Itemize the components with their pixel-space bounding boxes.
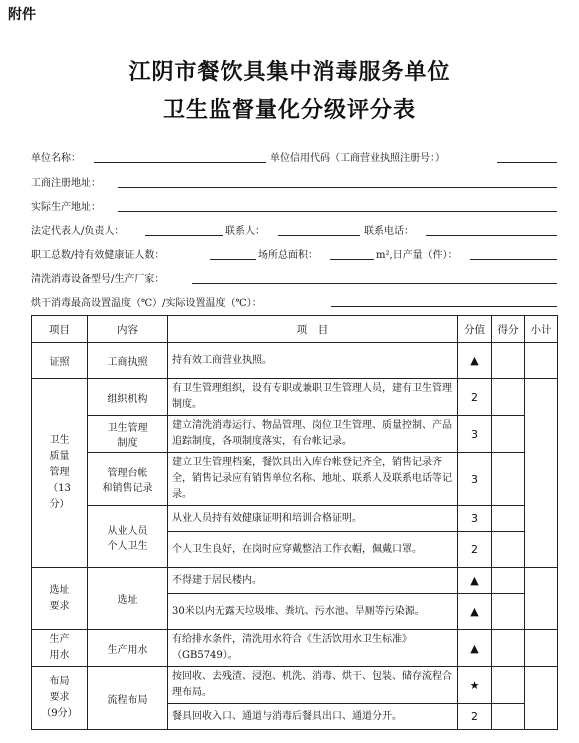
score-value: 2 [458,532,492,568]
item-text: 30米以内无露天垃圾堆、粪坑、污水池、旱厕等污染源。 [168,594,458,630]
item-text: 建立卫生管理档案，餐饮具出入库台帐登记齐全，销售记录齐全，销售记录应有销售单位名称、地址、联系人及联系电话等记录。 [168,453,458,506]
item-text: 有给排水条件，清洗用水符合《生活饮用水卫生标准》（GB5749）。 [168,630,458,667]
daily-output-field[interactable] [470,259,557,260]
score-value: ▲ [458,630,492,667]
table-row [32,416,558,453]
score-earned-cell[interactable] [492,630,525,667]
header-subtotal: 小计 [525,316,558,343]
content-process-layout: 流程布局 [88,667,168,730]
area-field[interactable] [330,259,374,260]
content-ledger: 管理台帐 和销售记录 [88,453,168,506]
category-license: 证照 [32,343,88,379]
actual-address-label: 实际生产地址： [31,202,101,213]
item-text: 有卫生管理组织，设有专职或兼职卫生管理人员，建有卫生管理制度。 [168,379,458,416]
score-earned-cell[interactable] [492,453,525,506]
score-value: ▲ [458,343,492,379]
item-text: 个人卫生良好，在岗时应穿戴整洁工作衣帽，佩戴口罩。 [168,532,458,568]
table-row [32,453,558,506]
category-water: 生产 用水 [32,630,88,667]
equipment-model-field[interactable] [192,283,557,284]
unit-name-label: 单位名称： [31,153,81,164]
document-title: 江阴市餐饮具集中消毒服务单位 [128,60,451,85]
temperature-field[interactable] [331,306,557,307]
item-text: 持有效工商营业执照。 [168,343,458,379]
scoring-table [31,315,558,730]
content-staff-hygiene: 从业人员 个人卫生 [88,506,168,568]
actual-address-field[interactable] [118,211,557,212]
content-organization: 组织机构 [88,379,168,416]
credit-code-field[interactable] [497,162,557,163]
table-row [32,379,558,416]
staff-count-field[interactable] [210,259,256,260]
score-value: 3 [458,416,492,453]
score-earned-cell[interactable] [492,568,525,594]
subtotal-cell[interactable] [525,379,558,568]
score-value: ★ [458,667,492,704]
score-earned-cell[interactable] [492,704,525,730]
item-text: 餐具回收入口、通道与消毒后餐具出口、通道分开。 [168,704,458,730]
table-header-row [32,316,558,343]
registered-address-label: 工商注册地址： [31,178,101,189]
table-row [32,667,558,704]
score-earned-cell[interactable] [492,343,525,379]
subtotal-cell[interactable] [525,568,558,630]
content-production-water: 生产用水 [88,630,168,667]
header-content: 内容 [88,316,168,343]
category-layout: 布局 要求 （9分） [32,667,88,730]
area-unit-label: m²,日产量（件）： [376,250,458,261]
score-value: 2 [458,379,492,416]
legal-rep-label: 法定代表人/负责人： [31,226,125,237]
legal-rep-field[interactable] [145,235,223,236]
score-earned-cell[interactable] [492,594,525,630]
item-text: 不得建于居民楼内。 [168,568,458,594]
score-value: 2 [458,704,492,730]
score-earned-cell[interactable] [492,667,525,704]
subtotal-cell[interactable] [525,343,558,379]
temperature-label: 烘干消毒最高设置温度（℃）/实际设置温度（℃）： [31,298,262,309]
header-score-earned: 得分 [492,316,525,343]
contact-field[interactable] [278,235,360,236]
document-subtitle: 卫生监督量化分级评分表 [162,98,416,123]
attachment-label: 附件 [8,7,36,23]
registered-address-field[interactable] [118,187,557,188]
table-row [32,568,558,594]
phone-label: 联系电话： [364,226,414,237]
item-text: 从业人员持有效健康证明和培训合格证明。 [168,506,458,532]
table-row [32,506,558,532]
header-category: 项目 [32,316,88,343]
staff-count-label: 职工总数/持有效健康证人数： [31,250,165,261]
content-hygiene-system: 卫生管理 制度 [88,416,168,453]
category-health-management: 卫生 质量 管理 （13 分） [32,379,88,568]
score-earned-cell[interactable] [492,506,525,532]
unit-name-field[interactable] [94,162,266,163]
score-earned-cell[interactable] [492,416,525,453]
content-site-selection: 选址 [88,568,168,630]
header-item: 项 目 [168,316,458,343]
score-earned-cell[interactable] [492,379,525,416]
phone-field[interactable] [426,235,557,236]
score-value: ▲ [458,594,492,630]
subtotal-cell[interactable] [525,667,558,730]
content-business-license: 工商执照 [88,343,168,379]
category-site: 选址 要求 [32,568,88,630]
item-text: 建立清洗消毒运行、物品管理、岗位卫生管理、质量控制、产品追踪制度，各项制度落实，有台帐记录。 [168,416,458,453]
area-label: 场所总面积： [258,250,318,261]
score-value: ▲ [458,568,492,594]
contact-label: 联系人： [225,226,265,237]
equipment-model-label: 清洗消毒设备型号/生产厂家： [31,274,165,285]
item-text: 按回收、去残渣、浸泡、机洗、消毒、烘干、包装、储存流程合理布局。 [168,667,458,704]
subtotal-cell[interactable] [525,630,558,667]
table-row [32,343,558,379]
credit-code-label: 单位信用代码（工商营业执照注册号：） [270,153,445,164]
score-value: 3 [458,453,492,506]
score-earned-cell[interactable] [492,532,525,568]
score-value: 3 [458,506,492,532]
table-row [32,630,558,667]
header-score-value: 分值 [458,316,492,343]
